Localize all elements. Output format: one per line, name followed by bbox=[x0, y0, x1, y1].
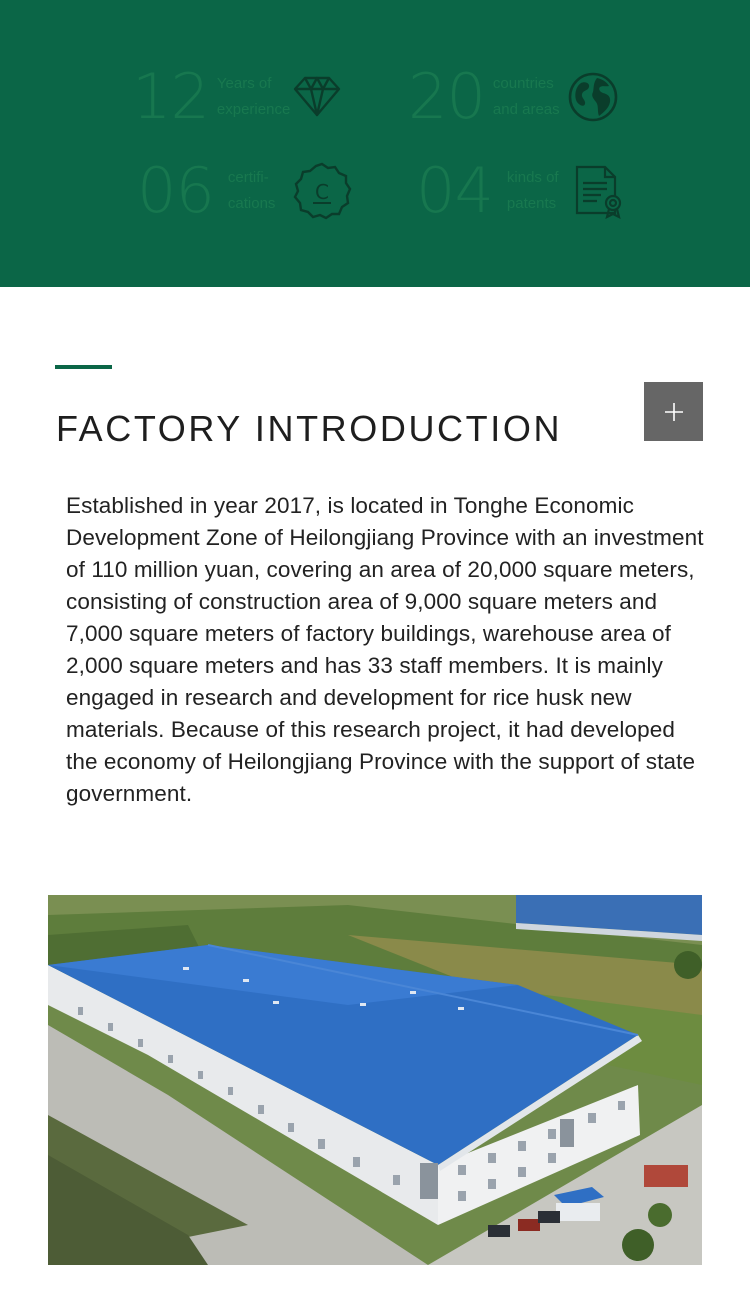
patent-document-icon bbox=[571, 163, 627, 219]
diamond-icon bbox=[289, 69, 345, 125]
certificate-c-icon bbox=[292, 161, 352, 221]
stats-band bbox=[0, 0, 750, 287]
title-accent-bar bbox=[55, 365, 112, 369]
section-title: FACTORY INTRODUCTION bbox=[56, 408, 563, 449]
svg-text:C: C bbox=[314, 180, 329, 204]
stat-years-experience bbox=[132, 60, 345, 133]
globe-icon bbox=[565, 69, 621, 125]
stat-label: certifi- cations bbox=[227, 169, 276, 212]
intro-paragraph: Established in year 2017, is located in Tonghe Economic Development Zone of Heilongjiang Province with an investment of 110 million yuan, covering an area of 20,000 square meters, consisting of construction area of 9,000 square meters and 7,000 square meters of factory buildings, warehouse area of 2,000 square meters and has 33 staff members. It is mainly engaged in research and development for rice husk new materials. Because of this research project, it had developed the economy of Heilongjiang Province with the support of state government. bbox=[66, 493, 704, 806]
stat-label: kinds of patents bbox=[506, 169, 559, 212]
stat-certifications bbox=[137, 154, 352, 227]
factory-aerial-photo bbox=[48, 895, 702, 1265]
stat-number: 20 bbox=[408, 60, 485, 133]
plus-icon bbox=[663, 401, 685, 423]
stat-label: Years of experience bbox=[216, 75, 291, 118]
stat-patents bbox=[416, 154, 627, 227]
stat-countries bbox=[408, 60, 621, 133]
stat-number: 12 bbox=[132, 60, 209, 133]
stat-number: 06 bbox=[137, 154, 214, 227]
expand-button[interactable] bbox=[644, 382, 703, 441]
stat-label: countries and areas bbox=[492, 75, 560, 118]
stat-number: 04 bbox=[416, 154, 493, 227]
